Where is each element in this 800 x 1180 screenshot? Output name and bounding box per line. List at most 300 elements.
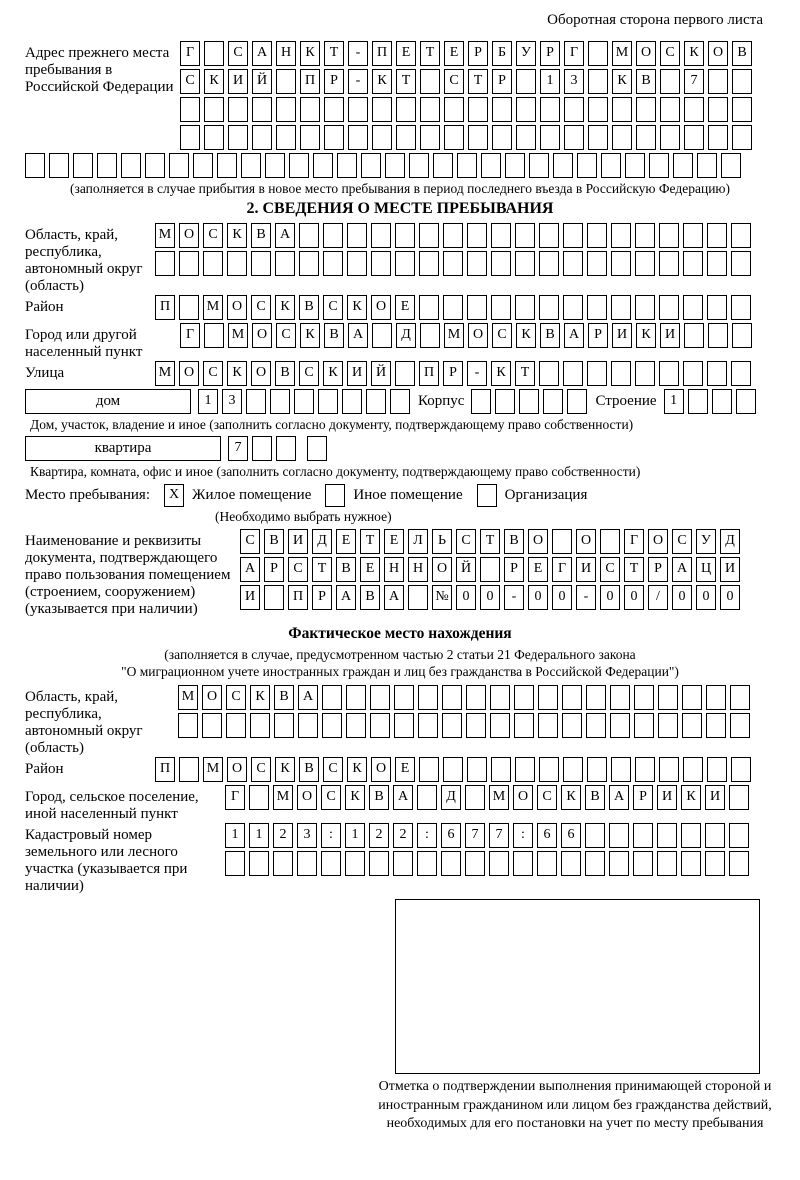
char-box[interactable] [289, 153, 309, 178]
char-box[interactable]: М [273, 785, 293, 810]
char-box[interactable] [553, 153, 573, 178]
char-box[interactable] [396, 97, 416, 122]
char-box[interactable]: Р [540, 41, 560, 66]
char-box[interactable] [467, 757, 487, 782]
char-box[interactable] [731, 757, 751, 782]
char-box[interactable]: В [732, 41, 752, 66]
char-box[interactable]: 0 [672, 585, 692, 610]
char-box[interactable] [467, 295, 487, 320]
char-box[interactable] [276, 436, 296, 461]
char-box[interactable] [346, 713, 366, 738]
char-box[interactable]: С [240, 529, 260, 554]
char-box[interactable] [273, 851, 293, 876]
char-box[interactable] [707, 361, 727, 386]
char-box[interactable]: М [489, 785, 509, 810]
char-box[interactable] [585, 851, 605, 876]
char-box[interactable]: 6 [537, 823, 557, 848]
char-box[interactable] [321, 851, 341, 876]
char-box[interactable] [697, 153, 717, 178]
char-box[interactable] [346, 685, 366, 710]
char-box[interactable] [636, 97, 656, 122]
char-box[interactable] [495, 389, 515, 414]
char-box[interactable] [241, 153, 261, 178]
char-box[interactable] [514, 713, 534, 738]
char-box[interactable] [202, 713, 222, 738]
char-box[interactable] [492, 125, 512, 150]
char-box[interactable] [539, 223, 559, 248]
char-box[interactable]: В [299, 295, 319, 320]
char-box[interactable] [659, 251, 679, 276]
char-box[interactable]: Г [180, 323, 200, 348]
char-box[interactable] [395, 251, 415, 276]
char-box[interactable] [658, 685, 678, 710]
char-box[interactable]: В [264, 529, 284, 554]
char-box[interactable] [730, 713, 750, 738]
char-box[interactable]: С [323, 295, 343, 320]
char-box[interactable]: К [345, 785, 365, 810]
char-box[interactable]: А [240, 557, 260, 582]
char-box[interactable]: 1 [540, 69, 560, 94]
char-box[interactable]: О [252, 323, 272, 348]
char-box[interactable]: А [298, 685, 318, 710]
char-box[interactable] [635, 295, 655, 320]
char-box[interactable] [611, 251, 631, 276]
char-box[interactable] [552, 529, 572, 554]
char-box[interactable]: Т [324, 41, 344, 66]
char-box[interactable] [588, 97, 608, 122]
char-box[interactable] [299, 251, 319, 276]
char-box[interactable] [682, 685, 702, 710]
char-box[interactable] [322, 713, 342, 738]
char-box[interactable]: С [660, 41, 680, 66]
char-box[interactable] [318, 389, 338, 414]
char-box[interactable] [457, 153, 477, 178]
char-box[interactable]: И [288, 529, 308, 554]
char-box[interactable] [515, 251, 535, 276]
char-box[interactable] [395, 223, 415, 248]
char-box[interactable] [543, 389, 563, 414]
checkbox-inoe[interactable] [325, 484, 345, 507]
char-box[interactable] [684, 323, 704, 348]
char-box[interactable]: О [227, 757, 247, 782]
char-box[interactable] [204, 41, 224, 66]
char-box[interactable]: О [297, 785, 317, 810]
char-box[interactable] [563, 295, 583, 320]
char-box[interactable]: 0 [624, 585, 644, 610]
char-box[interactable] [49, 153, 69, 178]
char-box[interactable] [660, 97, 680, 122]
char-box[interactable] [417, 785, 437, 810]
checkbox-organizatsiya[interactable] [477, 484, 497, 507]
char-box[interactable]: Т [515, 361, 535, 386]
char-box[interactable]: К [681, 785, 701, 810]
char-box[interactable]: Й [371, 361, 391, 386]
char-box[interactable]: Е [336, 529, 356, 554]
char-box[interactable] [657, 823, 677, 848]
char-box[interactable] [658, 713, 678, 738]
char-box[interactable] [204, 97, 224, 122]
char-box[interactable] [516, 69, 536, 94]
char-box[interactable] [707, 295, 727, 320]
char-box[interactable] [635, 757, 655, 782]
char-box[interactable] [732, 323, 752, 348]
char-box[interactable] [537, 851, 557, 876]
char-box[interactable]: 6 [561, 823, 581, 848]
char-box[interactable] [300, 97, 320, 122]
char-box[interactable] [611, 757, 631, 782]
char-box[interactable] [612, 97, 632, 122]
char-box[interactable] [706, 713, 726, 738]
char-box[interactable] [567, 389, 587, 414]
char-box[interactable] [683, 361, 703, 386]
char-box[interactable]: О [432, 557, 452, 582]
char-box[interactable]: 0 [480, 585, 500, 610]
char-box[interactable]: С [537, 785, 557, 810]
char-box[interactable] [270, 389, 290, 414]
char-box[interactable] [444, 97, 464, 122]
char-box[interactable]: 6 [441, 823, 461, 848]
char-box[interactable] [736, 389, 756, 414]
char-box[interactable] [585, 823, 605, 848]
char-box[interactable]: Е [444, 41, 464, 66]
char-box[interactable] [490, 685, 510, 710]
char-box[interactable]: 3 [564, 69, 584, 94]
char-box[interactable] [563, 361, 583, 386]
char-box[interactable] [394, 713, 414, 738]
char-box[interactable] [688, 389, 708, 414]
char-box[interactable] [539, 251, 559, 276]
char-box[interactable]: М [203, 295, 223, 320]
char-box[interactable]: О [468, 323, 488, 348]
char-box[interactable]: О [513, 785, 533, 810]
char-box[interactable] [588, 69, 608, 94]
char-box[interactable]: Н [408, 557, 428, 582]
char-box[interactable] [467, 251, 487, 276]
char-box[interactable] [471, 389, 491, 414]
char-box[interactable]: В [324, 323, 344, 348]
char-box[interactable] [633, 823, 653, 848]
char-box[interactable] [515, 757, 535, 782]
char-box[interactable]: С [323, 757, 343, 782]
char-box[interactable] [587, 251, 607, 276]
char-box[interactable] [370, 713, 390, 738]
char-box[interactable]: В [360, 585, 380, 610]
char-box[interactable]: 1 [225, 823, 245, 848]
char-box[interactable] [371, 251, 391, 276]
char-box[interactable]: О [576, 529, 596, 554]
char-box[interactable] [420, 97, 440, 122]
char-box[interactable]: 7 [684, 69, 704, 94]
char-box[interactable]: Д [396, 323, 416, 348]
char-box[interactable] [491, 223, 511, 248]
char-box[interactable] [729, 785, 749, 810]
char-box[interactable]: 3 [297, 823, 317, 848]
char-box[interactable] [491, 251, 511, 276]
char-box[interactable] [155, 251, 175, 276]
char-box[interactable] [466, 685, 486, 710]
char-box[interactable] [276, 69, 296, 94]
char-box[interactable]: В [274, 685, 294, 710]
char-box[interactable] [249, 851, 269, 876]
char-box[interactable] [443, 295, 463, 320]
char-box[interactable]: С [276, 323, 296, 348]
char-box[interactable]: М [155, 223, 175, 248]
char-box[interactable]: Р [312, 585, 332, 610]
char-box[interactable] [467, 223, 487, 248]
char-box[interactable] [634, 685, 654, 710]
char-box[interactable] [252, 125, 272, 150]
char-box[interactable] [204, 125, 224, 150]
char-box[interactable]: Р [504, 557, 524, 582]
char-box[interactable] [682, 713, 702, 738]
char-box[interactable]: У [516, 41, 536, 66]
char-box[interactable]: К [250, 685, 270, 710]
char-box[interactable]: К [300, 323, 320, 348]
char-box[interactable] [564, 97, 584, 122]
char-box[interactable]: Р [468, 41, 488, 66]
char-box[interactable] [297, 851, 317, 876]
char-box[interactable]: Л [408, 529, 428, 554]
char-box[interactable]: - [504, 585, 524, 610]
char-box[interactable] [515, 223, 535, 248]
char-box[interactable]: Р [492, 69, 512, 94]
char-box[interactable]: К [275, 757, 295, 782]
char-box[interactable] [348, 97, 368, 122]
char-box[interactable] [179, 295, 199, 320]
char-box[interactable] [145, 153, 165, 178]
char-box[interactable] [673, 153, 693, 178]
char-box[interactable]: О [179, 361, 199, 386]
char-box[interactable] [444, 125, 464, 150]
char-box[interactable] [246, 389, 266, 414]
char-box[interactable] [443, 223, 463, 248]
char-box[interactable] [252, 97, 272, 122]
char-box[interactable]: - [348, 69, 368, 94]
char-box[interactable]: К [300, 41, 320, 66]
char-box[interactable] [659, 757, 679, 782]
char-box[interactable] [294, 389, 314, 414]
char-box[interactable] [443, 757, 463, 782]
char-box[interactable]: Е [395, 757, 415, 782]
char-box[interactable] [299, 223, 319, 248]
char-box[interactable] [561, 851, 581, 876]
char-box[interactable] [684, 97, 704, 122]
char-box[interactable]: 0 [696, 585, 716, 610]
char-box[interactable] [249, 785, 269, 810]
char-box[interactable] [610, 685, 630, 710]
char-box[interactable] [730, 685, 750, 710]
char-box[interactable] [73, 153, 93, 178]
char-box[interactable] [659, 295, 679, 320]
char-box[interactable]: Т [468, 69, 488, 94]
char-box[interactable]: М [155, 361, 175, 386]
char-box[interactable] [250, 713, 270, 738]
char-box[interactable]: - [467, 361, 487, 386]
char-box[interactable] [586, 713, 606, 738]
char-box[interactable]: В [251, 223, 271, 248]
char-box[interactable] [97, 153, 117, 178]
char-box[interactable]: И [705, 785, 725, 810]
char-box[interactable] [324, 97, 344, 122]
char-box[interactable]: К [612, 69, 632, 94]
char-box[interactable] [519, 389, 539, 414]
char-box[interactable] [705, 851, 725, 876]
char-box[interactable]: Т [480, 529, 500, 554]
char-box[interactable] [635, 251, 655, 276]
char-box[interactable] [419, 223, 439, 248]
char-box[interactable]: С [226, 685, 246, 710]
char-box[interactable]: Ь [432, 529, 452, 554]
char-box[interactable] [178, 713, 198, 738]
char-box[interactable]: И [228, 69, 248, 94]
char-box[interactable]: 7 [465, 823, 485, 848]
char-box[interactable] [217, 153, 237, 178]
char-box[interactable] [369, 851, 389, 876]
char-box[interactable]: 3 [222, 389, 242, 414]
char-box[interactable] [396, 125, 416, 150]
char-box[interactable]: Г [180, 41, 200, 66]
char-box[interactable]: В [504, 529, 524, 554]
char-box[interactable]: Т [624, 557, 644, 582]
char-box[interactable] [347, 251, 367, 276]
char-box[interactable] [491, 757, 511, 782]
char-box[interactable] [505, 153, 525, 178]
char-box[interactable] [420, 323, 440, 348]
char-box[interactable]: С [672, 529, 692, 554]
char-box[interactable] [366, 389, 386, 414]
char-box[interactable]: П [419, 361, 439, 386]
char-box[interactable]: 0 [456, 585, 476, 610]
char-box[interactable] [371, 223, 391, 248]
char-box[interactable] [394, 685, 414, 710]
char-box[interactable] [276, 97, 296, 122]
char-box[interactable]: И [347, 361, 367, 386]
char-box[interactable]: В [585, 785, 605, 810]
char-box[interactable] [225, 851, 245, 876]
char-box[interactable] [659, 223, 679, 248]
char-box[interactable]: Г [552, 557, 572, 582]
char-box[interactable]: М [203, 757, 223, 782]
char-box[interactable] [274, 713, 294, 738]
char-box[interactable]: С [228, 41, 248, 66]
char-box[interactable] [712, 389, 732, 414]
char-box[interactable]: П [155, 295, 175, 320]
char-box[interactable] [342, 389, 362, 414]
char-box[interactable] [264, 585, 284, 610]
char-box[interactable]: Т [420, 41, 440, 66]
char-box[interactable] [307, 436, 327, 461]
char-box[interactable] [563, 757, 583, 782]
char-box[interactable]: В [369, 785, 389, 810]
char-box[interactable] [729, 823, 749, 848]
char-box[interactable]: А [564, 323, 584, 348]
char-box[interactable]: Б [492, 41, 512, 66]
char-box[interactable] [636, 125, 656, 150]
char-box[interactable] [539, 757, 559, 782]
char-box[interactable]: С [444, 69, 464, 94]
char-box[interactable] [228, 125, 248, 150]
char-box[interactable] [385, 153, 405, 178]
char-box[interactable] [600, 529, 620, 554]
char-box[interactable] [516, 97, 536, 122]
char-box[interactable] [420, 125, 440, 150]
char-box[interactable]: К [204, 69, 224, 94]
char-box[interactable] [466, 713, 486, 738]
char-box[interactable] [681, 823, 701, 848]
char-box[interactable]: В [275, 361, 295, 386]
char-box[interactable]: : [513, 823, 533, 848]
char-box[interactable]: В [336, 557, 356, 582]
char-box[interactable]: И [612, 323, 632, 348]
char-box[interactable] [660, 69, 680, 94]
char-box[interactable]: 0 [600, 585, 620, 610]
char-box[interactable]: О [202, 685, 222, 710]
char-box[interactable] [529, 153, 549, 178]
char-box[interactable] [226, 713, 246, 738]
char-box[interactable] [180, 97, 200, 122]
char-box[interactable] [732, 97, 752, 122]
char-box[interactable]: Е [360, 557, 380, 582]
char-box[interactable]: И [720, 557, 740, 582]
char-box[interactable]: И [240, 585, 260, 610]
char-box[interactable]: Е [396, 41, 416, 66]
char-box[interactable] [491, 295, 511, 320]
char-box[interactable] [635, 223, 655, 248]
char-box[interactable]: - [348, 41, 368, 66]
char-box[interactable]: № [432, 585, 452, 610]
char-box[interactable]: К [275, 295, 295, 320]
char-box[interactable] [587, 757, 607, 782]
char-box[interactable] [540, 125, 560, 150]
char-box[interactable]: 7 [489, 823, 509, 848]
char-box[interactable] [586, 685, 606, 710]
char-box[interactable] [324, 125, 344, 150]
char-box[interactable]: А [672, 557, 692, 582]
char-box[interactable] [577, 153, 597, 178]
char-box[interactable]: В [299, 757, 319, 782]
char-box[interactable] [265, 153, 285, 178]
char-box[interactable]: 1 [664, 389, 684, 414]
char-box[interactable] [442, 713, 462, 738]
char-box[interactable]: К [347, 757, 367, 782]
char-box[interactable] [731, 361, 751, 386]
char-box[interactable]: Р [443, 361, 463, 386]
char-box[interactable] [276, 125, 296, 150]
char-box[interactable] [419, 295, 439, 320]
char-box[interactable]: К [227, 223, 247, 248]
char-box[interactable] [228, 97, 248, 122]
char-box[interactable] [731, 295, 751, 320]
char-box[interactable] [708, 69, 728, 94]
char-box[interactable] [683, 295, 703, 320]
char-box[interactable]: М [612, 41, 632, 66]
char-box[interactable]: Т [360, 529, 380, 554]
char-box[interactable] [611, 223, 631, 248]
char-box[interactable] [539, 361, 559, 386]
char-box[interactable]: Г [225, 785, 245, 810]
char-box[interactable] [408, 585, 428, 610]
char-box[interactable] [395, 361, 415, 386]
char-box[interactable]: М [228, 323, 248, 348]
char-box[interactable] [610, 713, 630, 738]
char-box[interactable]: Д [312, 529, 332, 554]
char-box[interactable]: К [491, 361, 511, 386]
char-box[interactable] [323, 251, 343, 276]
char-box[interactable] [634, 713, 654, 738]
char-box[interactable]: 7 [228, 436, 248, 461]
char-box[interactable] [490, 713, 510, 738]
char-box[interactable]: Р [264, 557, 284, 582]
